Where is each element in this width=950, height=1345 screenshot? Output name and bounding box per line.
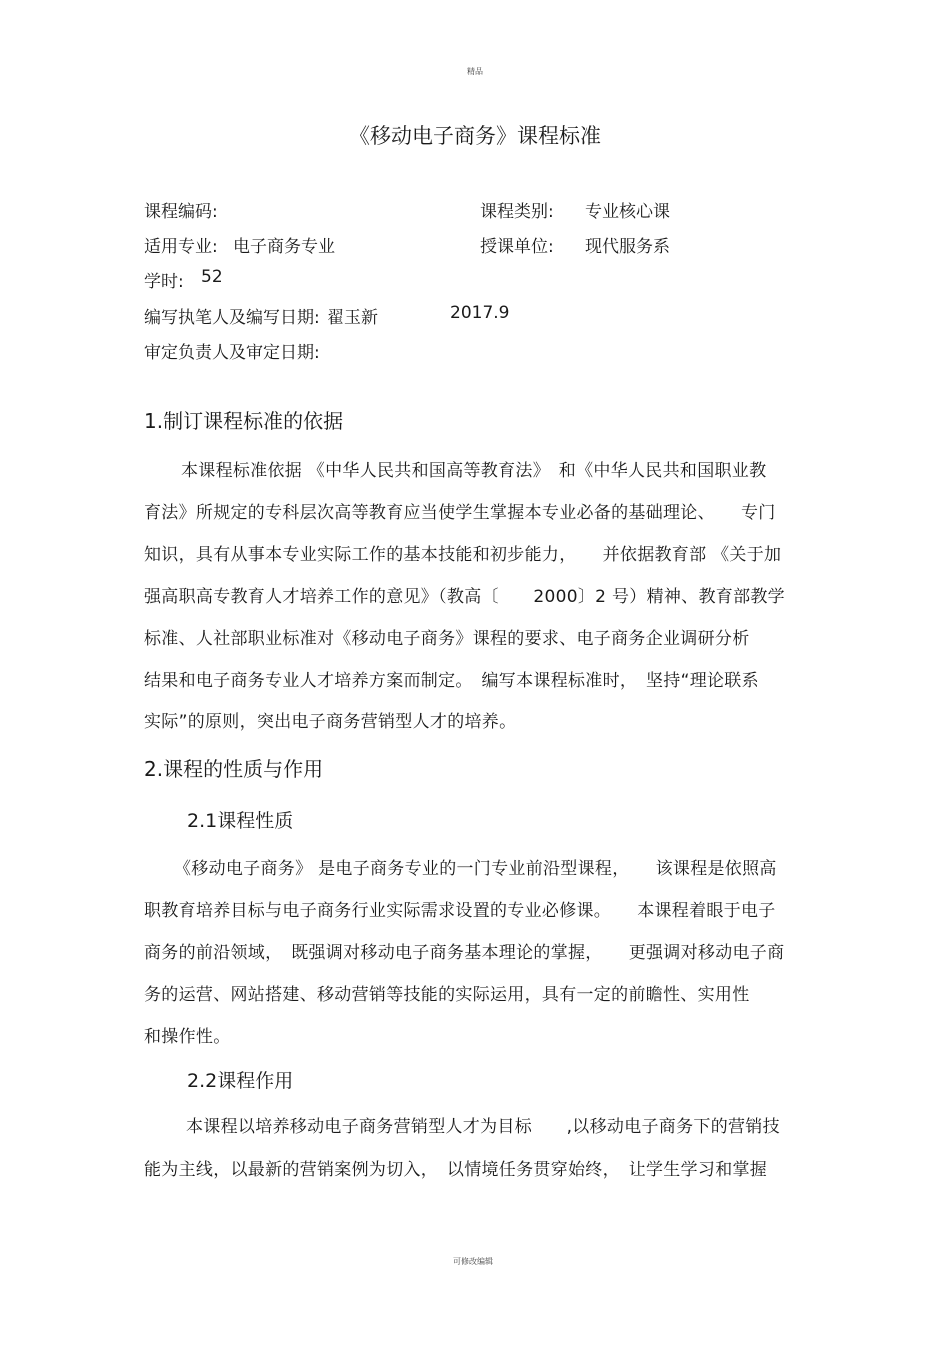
footer-watermark: 可修改编辑 (453, 1257, 493, 1266)
s1-line: 实际”的原则，突出电子商务营销型人才的培养。 (144, 712, 517, 732)
s1-line: 结果和电子商务专业人才培养方案而制定。 编写本课程标准时， 坚持“理论联系 (144, 671, 759, 691)
course-code-label: 课程编码: (144, 202, 218, 222)
s22-line: 能为主线，以最新的营销案例为切入， 以情境任务贯穿始终， 让学生学习和掌握 (144, 1160, 768, 1180)
section-2-2-heading: 2.2课程作用 (187, 1070, 294, 1092)
author-date: 2017.9 (450, 303, 510, 323)
hours-value: 52 (201, 267, 223, 287)
course-type-label: 课程类别: (480, 202, 554, 222)
major-value: 电子商务专业 (233, 237, 335, 257)
major-label: 适用专业: (144, 237, 218, 257)
page-title: 《移动电子商务》课程标准 (349, 124, 601, 148)
s21-line: 和操作性。 (144, 1027, 231, 1047)
course-type-value: 专业核心课 (585, 202, 670, 222)
reviewer-label: 审定负责人及审定日期: (144, 343, 320, 363)
s21-line: 《移动电子商务》 是电子商务专业的一门专业前沿型课程， 该课程是依照高 (174, 859, 777, 879)
s1-line: 育法》所规定的专科层次高等教育应当使学生掌握本专业必备的基础理论、 专门 (144, 503, 776, 523)
s22-line: 本课程以培养移动电子商务营销型人才为目标 ,以移动电子商务下的营销技 (186, 1117, 780, 1137)
header-watermark: 精品 (467, 67, 483, 76)
s21-line: 商务的前沿领域， 既强调对移动电子商务基本理论的掌握， 更强调对移动电子商 (144, 943, 785, 963)
s21-line: 职教育培养目标与电子商务行业实际需求设置的专业必修课。 本课程着眼于电子 (144, 901, 776, 921)
unit-value: 现代服务系 (585, 237, 670, 257)
unit-label: 授课单位: (480, 237, 554, 257)
section-2-1-heading: 2.1课程性质 (187, 810, 294, 832)
section-1-heading: 1.制订课程标准的依据 (144, 409, 344, 433)
author-value: 翟玉新 (327, 308, 378, 328)
s1-line: 标准、人社部职业标准对《移动电子商务》课程的要求、电子商务企业调研分析 (144, 629, 750, 649)
section-2-heading: 2.课程的性质与作用 (144, 757, 324, 781)
hours-label: 学时: (144, 272, 184, 292)
author-label: 编写执笔人及编写日期: (144, 308, 320, 328)
s1-line: 知识，具有从事本专业实际工作的基本技能和初步能力， 并依据教育部 《关于加 (144, 545, 782, 565)
s1-line: 强高职高专教育人才培养工作的意见》（教高〔 2000〕2 号）精神、教育部教学 (144, 587, 785, 607)
s1-line: 本课程标准依据 《中华人民共和国高等教育法》 和《中华人民共和国职业教 (181, 461, 767, 481)
s21-line: 务的运营、网站搭建、移动营销等技能的实际运用，具有一定的前瞻性、实用性 (144, 985, 750, 1005)
